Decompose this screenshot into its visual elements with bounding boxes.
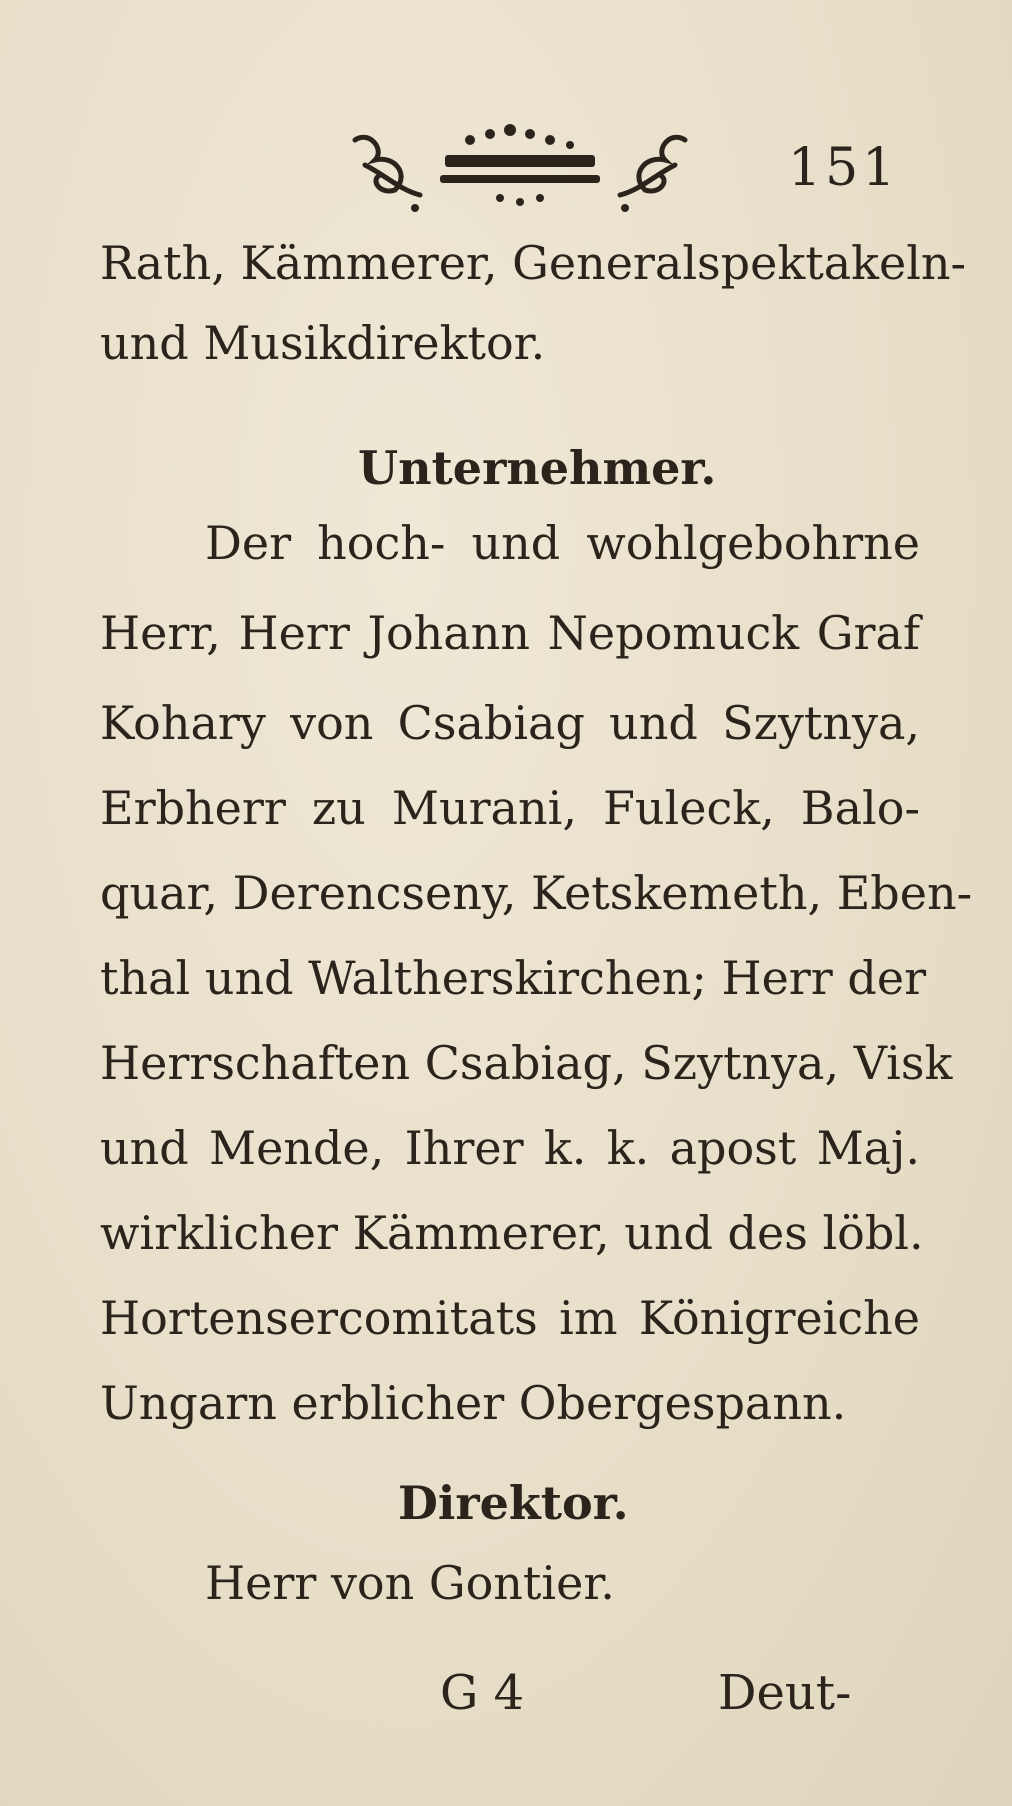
text-line: wirklicher Kämmerer, und des löbl.: [100, 1206, 924, 1260]
text-line: Der hoch- und wohlgebohrne: [205, 516, 920, 570]
section-heading: Unternehmer.: [358, 441, 717, 495]
text-line: und Musikdirektor.: [100, 316, 546, 370]
text-line: Rath, Kämmerer, Generalspektakeln-: [100, 236, 967, 290]
scroll-flourish-ornament-icon: [350, 120, 690, 215]
text-line: Kohary von Csabiag und Szytnya,: [100, 696, 920, 750]
text-line: quar, Derencseny, Ketskemeth, Eben-: [100, 866, 973, 920]
text-line: Herrschaften Csabiag, Szytnya, Visk: [100, 1036, 953, 1090]
text-line: Erbherr zu Murani, Fuleck, Balo-: [100, 781, 920, 835]
catchword: Deut-: [718, 1665, 852, 1721]
text-line: thal und Waltherskirchen; Herr der: [100, 951, 927, 1005]
text-line: Hortensercomitats im Königreiche: [100, 1291, 920, 1345]
signature-mark: G 4: [440, 1665, 525, 1721]
section-heading: Direktor.: [398, 1476, 629, 1530]
text-line: Herr von Gontier.: [205, 1556, 615, 1610]
page-number: 151: [788, 138, 900, 198]
text-line: Ungarn erblicher Obergespann.: [100, 1376, 847, 1430]
text-line: und Mende, Ihrer k. k. apost Maj.: [100, 1121, 920, 1175]
text-line: Herr, Herr Johann Nepomuck Graf: [100, 606, 920, 660]
